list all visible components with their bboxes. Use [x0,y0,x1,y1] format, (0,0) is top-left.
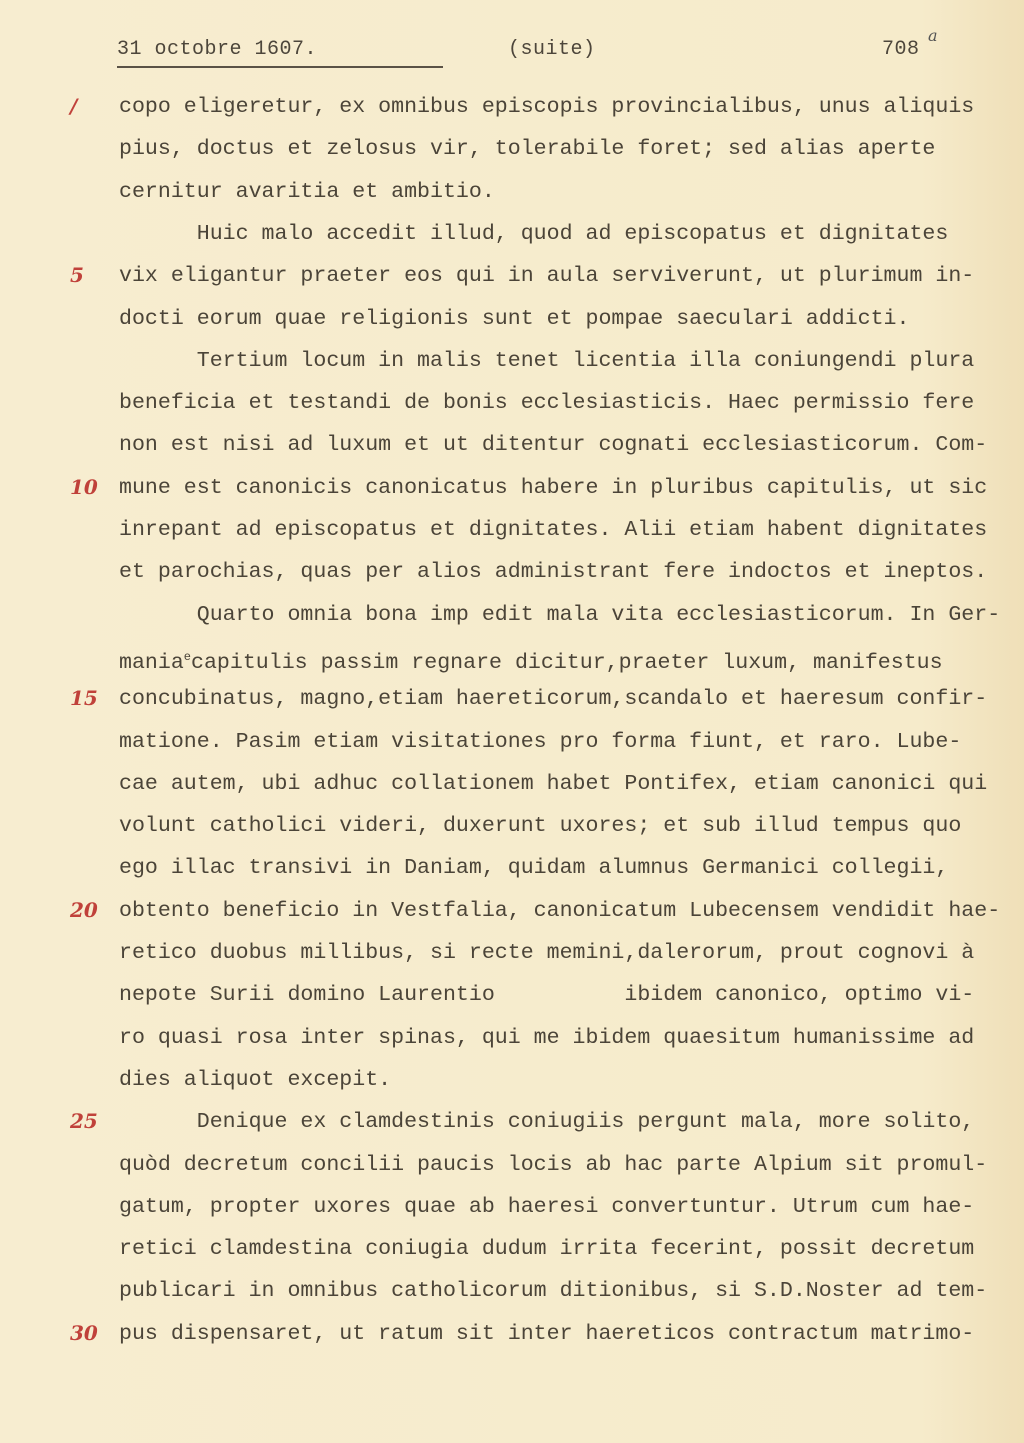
page-number-suffix: a [928,26,938,45]
line-text: Tertium locum in malis tenet licentia illa coniungendi plura [119,348,975,373]
line-text: et parochias, quas per alios administrant fere indoctos et ineptos. [119,560,988,585]
text-line [119,1026,974,1050]
text-line [119,391,974,415]
line-text: cernitur avaritia et ambitio. [119,179,495,204]
line-text: gatum, propter uxores quae ab haeresi convertuntur. Utrum cum hae- [119,1194,975,1219]
text-line [119,476,987,500]
text-line [119,518,987,542]
text-line [119,772,987,796]
header-underline [117,66,443,68]
line-text: cae autem, ubi adhuc collationem habet Pontifex, etiam canonici qui [119,771,988,796]
margin-line-number: 10 [70,474,98,499]
text-line [119,983,974,1007]
line-text: pius, doctus et zelosus vir, tolerabile foret; sed alias aperte [119,137,936,162]
line-text: pus dispensaret, ut ratum sit inter haereticos contractum matrimo- [119,1321,975,1346]
line-text: Huic malo accedit illud, quod ad episcopatus et dignitates [119,221,949,246]
line-text: retico duobus millibus, si recte memini,dalerorum, prout cognovi à [119,941,975,965]
text-line [119,560,987,584]
text-line [119,1279,987,1303]
text-line [119,941,974,965]
margin-line-number: 20 [70,897,98,922]
line-text: nepote Surii domino Laurentio ibidem canonico, optimo vi- [119,983,975,1008]
text-line [119,645,943,675]
text-line [119,307,909,331]
line-text: vix eligantur praeter eos qui in aula serviverunt, ut plurimum in- [119,264,975,289]
text-line [119,603,1000,627]
line-text: inrepant ad episcopatus et dignitates. Alii etiam habent dignitates [119,518,988,542]
text-line [119,264,974,288]
margin-line-number: 5 [70,263,84,288]
text-line [119,1322,974,1346]
text-line [119,433,987,457]
line-text: mania [119,650,184,675]
margin-line-number: 15 [70,686,98,711]
text-line [119,1195,974,1219]
text-line [119,1068,391,1092]
line-text: copo eligeretur, ex omnibus episcopis provincialibus, unus aliquis [119,95,975,119]
page-number: 708 [882,38,920,61]
line-text: beneficia et testandi de bonis ecclesiasticis. Haec permissio fere [119,391,975,416]
line-text: dies aliquot excepit. [119,1067,392,1092]
line-text: retici clamdestina coniugia dudum irrita fecerint, possit decretum [119,1237,975,1262]
line-text: matione. Pasim etiam visitationes pro forma fiunt, et raro. Lube- [119,729,962,754]
line-text: docti eorum quae religionis sunt et pompae saeculari addicti. [119,306,910,331]
line-text: non est nisi ad luxum et ut ditentur cognati ecclesiasticorum. Com- [119,433,988,458]
text-line [119,222,948,246]
text-line [119,1110,974,1134]
line-text: mune est canonicis canonicatus habere in pluribus capitulis, ut sic [119,475,988,500]
text-line [119,899,1000,923]
line-text: volunt catholici videri, duxerunt uxores; et sub illud tempus quo [119,814,962,839]
superscript-note: e [183,649,191,664]
line-text: concubinatus, magno,etiam haereticorum,scandalo et haeresum confir- [119,687,988,712]
header-date: 31 octobre 1607. [117,38,318,61]
text-line [119,349,974,373]
margin-line-number: / [70,94,78,118]
line-text: publicari in omnibus catholicorum ditionibus, si S.D.Noster ad tem- [119,1279,988,1304]
header-suite: (suite) [508,38,596,61]
line-text: obtento beneficio in Vestfalia, canonicatum Lubecensem vendidit hae- [119,898,1001,923]
line-text: quòd decretum concilii paucis locis ab hac parte Alpium sit promul- [119,1152,988,1177]
text-line [119,137,935,161]
text-line [119,856,948,880]
text-line [119,180,495,204]
margin-line-number: 25 [70,1109,98,1134]
text-line [119,1237,974,1261]
text-line [119,95,974,119]
text-line [119,687,987,711]
margin-line-number: 30 [70,1320,98,1345]
line-text: Denique ex clamdestinis coniugiis pergunt mala, more solito, [119,1110,975,1135]
line-text: ro quasi rosa inter spinas, qui me ibidem quaesitum humanissime ad [119,1025,975,1050]
text-line [119,730,961,754]
text-line [119,814,961,838]
line-text: capitulis passim regnare dicitur,praeter luxum, manifestus [191,650,943,675]
line-text: ego illac transivi in Daniam, quidam alumnus Germanici collegii, [119,856,949,881]
text-line [119,1153,987,1177]
line-text: Quarto omnia bona imp edit mala vita ecclesiasticorum. In Ger- [119,602,1001,627]
